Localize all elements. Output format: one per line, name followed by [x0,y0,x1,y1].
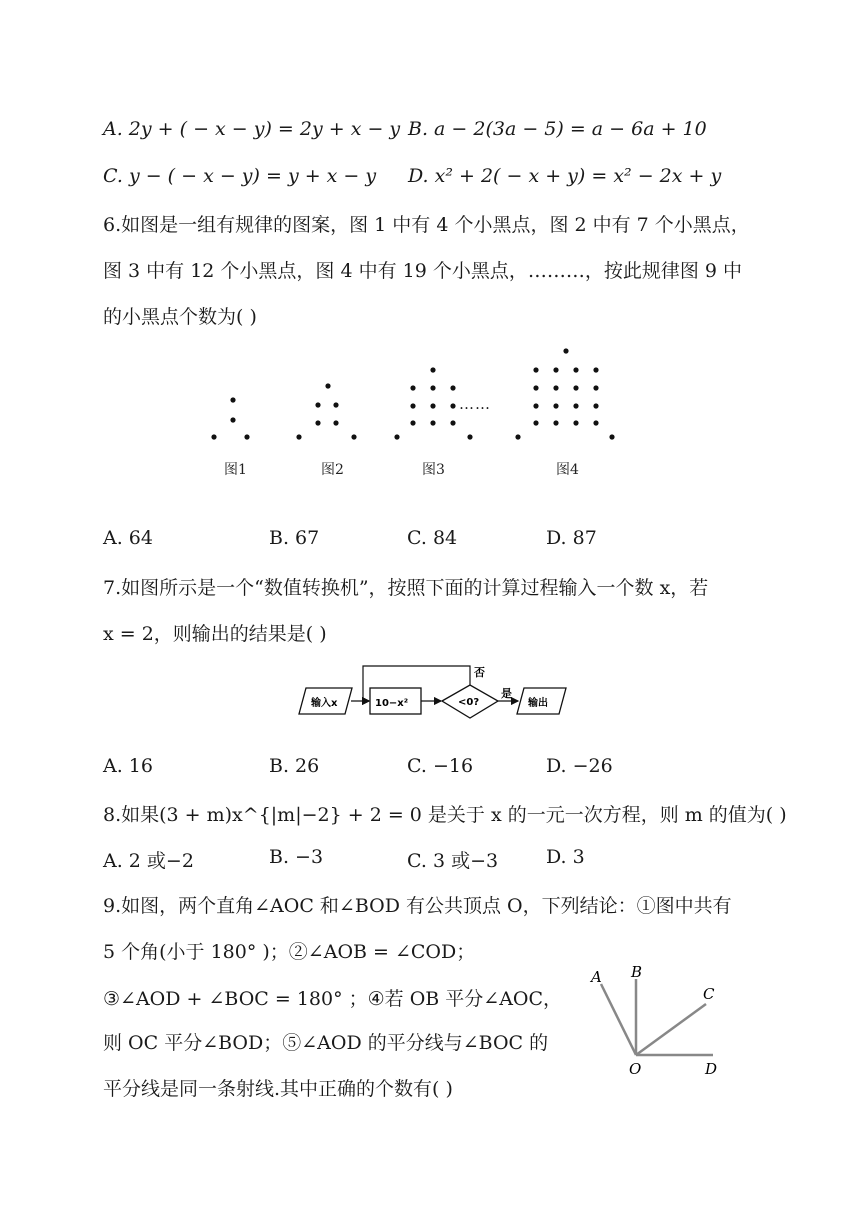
q8-option-c: C. 3 或−3 [407,850,499,872]
q5-option-b: B. a − 2(3a − 5) = a − 6a + 10 [408,118,707,140]
q9-line-5: 平分线是同一条射线.其中正确的个数有( ) [103,1078,453,1100]
q5-option-c: C. y − ( − x − y) = y + x − y [103,165,377,187]
q7-line-2: x = 2，则输出的结果是( ) [103,623,327,645]
flow-condition-label: <0? [458,697,480,708]
caption-fig-1: 图1 [224,462,247,478]
dot-pattern-figure [200,340,680,450]
q8-option-d: D. 3 [546,846,585,868]
flow-yes-label: 是 [501,687,512,700]
q7-line-1: 7.如图所示是一个“数值转换机”，按照下面的计算过程输入一个数 x，若 [103,577,709,599]
pattern-2 [296,383,356,439]
q7-option-b: B. 26 [269,755,320,777]
label-b: B [631,963,643,981]
q6-option-c: C. 84 [407,527,458,549]
q8-line-1: 8.如果(3 + m)x^{|m|−2} + 2 = 0 是关于 x 的一元一次方程，则 m 的值为( ) [103,804,787,826]
q7-option-d: D. −26 [546,755,613,777]
pattern-1 [211,397,249,439]
label-a: A [591,968,602,986]
flow-no-label: 否 [474,666,485,679]
label-o: O [629,1060,642,1078]
flow-input-label: 输入x [311,698,338,709]
angle-figure [585,960,735,1080]
q5-option-d: D. x² + 2( − x + y) = x² − 2x + y [408,165,722,187]
q6-line-2: 图 3 中有 12 个小黑点，图 4 中有 19 个小黑点，………，按此规律图 9 中 [103,260,743,282]
q8-option-b: B. −3 [269,846,324,868]
q6-line-3: 的小黑点个数为( ) [103,306,257,328]
q9-line-1: 9.如图，两个直角∠AOC 和∠BOD 有公共顶点 O，下列结论：①图中共有 [103,895,732,917]
flowchart [295,660,575,722]
flow-output-label: 输出 [528,698,548,709]
q7-option-c: C. −16 [407,755,474,777]
q9-line-4: 则 OC 平分∠BOD；⑤∠AOD 的平分线与∠BOC 的 [103,1032,549,1054]
pattern-4 [515,348,614,439]
q9-line-2: 5 个角(小于 180° )；②∠AOB = ∠COD； [103,941,476,963]
caption-fig-4: 图4 [556,462,579,478]
q7-option-a: A. 16 [103,755,153,777]
q8-option-a: A. 2 或−2 [103,850,194,872]
flow-compute-label: 10−x² [375,698,409,709]
q6-line-1: 6.如图是一组有规律的图案，图 1 中有 4 个小黑点，图 2 中有 7 个小黑点， [103,214,750,236]
label-d: D [705,1060,718,1078]
pattern-ellipsis: …… [459,395,491,413]
q6-option-d: D. 87 [546,527,597,549]
q6-option-b: B. 67 [269,527,320,549]
caption-fig-3: 图3 [422,462,445,478]
q9-line-3: ③∠AOD + ∠BOC = 180° ；④若 OB 平分∠AOC， [103,988,563,1010]
label-c: C [703,985,715,1003]
q6-option-a: A. 64 [103,527,153,549]
caption-fig-2: 图2 [321,462,344,478]
q5-option-a: A. 2y + ( − x − y) = 2y + x − y [103,118,401,140]
